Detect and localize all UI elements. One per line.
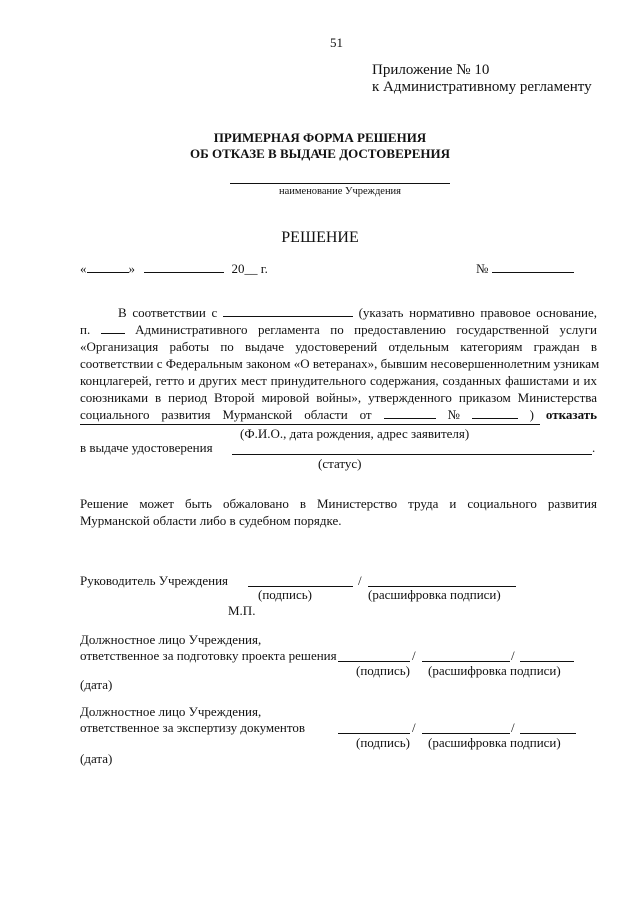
appeal-line-2: Мурманской области либо в судебном порядке. [80, 513, 342, 528]
appendix-title: Приложение № 10 [372, 62, 490, 78]
body-text: Административного регламента по предоставлению государственной услуги [135, 322, 598, 337]
appendix-reference: к Административному регламенту [372, 79, 592, 95]
official2-signature-line [338, 733, 410, 734]
date-open-quote: « [80, 261, 87, 276]
stamp-place: М.П. [228, 603, 256, 618]
legal-basis-blank [223, 305, 353, 317]
body-text: п. [80, 322, 91, 337]
decode-caption: (расшифровка подписи) [368, 587, 501, 602]
page-number: 51 [330, 35, 343, 50]
body-line-1 [118, 305, 597, 321]
form-heading-line2: ОБ ОТКАЗЕ В ВЫДАЧЕ ДОСТОВЕРЕНИЯ [190, 146, 450, 161]
official1-signature-line [338, 661, 410, 662]
official2-label-line1: Должностное лицо Учреждения, [80, 704, 262, 719]
order-date-blank [384, 407, 436, 419]
body-text: № [447, 407, 469, 422]
status-line [232, 454, 592, 455]
date-caption: (дата) [80, 677, 113, 692]
applicant-line [80, 424, 540, 425]
date-day-blank [87, 261, 129, 273]
slash: / [412, 648, 416, 663]
body-line-5: концлагерей, гетто и других мест принудительного содержания, созданных фашистами и их [80, 373, 597, 388]
slash: / [511, 648, 515, 663]
body-line-4: соответствии с Федеральным законом «О ветеранах», бывшим несовершеннолетним узникам [80, 356, 600, 371]
decision-title: РЕШЕНИЕ [281, 229, 359, 246]
official2-label-line2: ответственное за экспертизу документов [80, 720, 306, 735]
decode-caption: (расшифровка подписи) [428, 663, 561, 678]
date-year: 20__ г. [231, 261, 268, 276]
head-label: Руководитель Учреждения [80, 573, 229, 588]
issue-label: в выдаче удостоверения [80, 440, 213, 455]
institution-name-line [230, 183, 450, 184]
date-field [80, 261, 268, 277]
official1-decode-line [422, 661, 510, 662]
body-text: В соответствии с [118, 305, 218, 320]
date-close-quote: » [128, 261, 135, 276]
number-label: № [476, 261, 489, 276]
slash: / [511, 720, 515, 735]
official1-label-line2: ответственное за подготовку проекта решения [80, 648, 337, 663]
clause-blank [101, 322, 125, 334]
appeal-line-1: Решение может быть обжаловано в Министерство труда и социального развития [80, 496, 597, 511]
institution-caption: наименование Учреждения [278, 186, 402, 197]
decode-caption: (расшифровка подписи) [428, 735, 561, 750]
body-text: (указать нормативно правовое основание, [358, 305, 598, 320]
body-text: социального развития Мурманской области от [80, 407, 372, 422]
signature-caption: (подпись) [356, 735, 410, 750]
slash: / [358, 573, 362, 588]
official2-decode-line [422, 733, 510, 734]
decision-number-field [476, 261, 574, 277]
order-number-blank [472, 407, 518, 419]
form-heading-line1: ПРИМЕРНАЯ ФОРМА РЕШЕНИЯ [213, 130, 427, 145]
date-month-blank [144, 261, 224, 273]
body-line-3: «Организация работы по выдаче удостоверений отдельным категориям граждан в [80, 339, 597, 354]
signature-caption: (подпись) [356, 663, 410, 678]
applicant-caption: (Ф.И.О., дата рождения, адрес заявителя) [240, 426, 470, 441]
slash: / [412, 720, 416, 735]
status-line-period: . [592, 440, 596, 455]
date-caption: (дата) [80, 751, 113, 766]
refuse-word: отказать [545, 407, 598, 422]
status-caption: (статус) [318, 456, 362, 471]
official2-date-line [520, 733, 576, 734]
official1-label-line1: Должностное лицо Учреждения, [80, 632, 262, 647]
body-line-7 [80, 407, 597, 423]
signature-caption: (подпись) [258, 587, 312, 602]
body-text: ) [529, 407, 534, 422]
body-line-6: союзниками в период Второй мировой войны», утвержденного приказом Министерства [80, 390, 597, 405]
number-blank [492, 261, 574, 273]
official1-date-line [520, 661, 574, 662]
body-line-2 [80, 322, 597, 338]
